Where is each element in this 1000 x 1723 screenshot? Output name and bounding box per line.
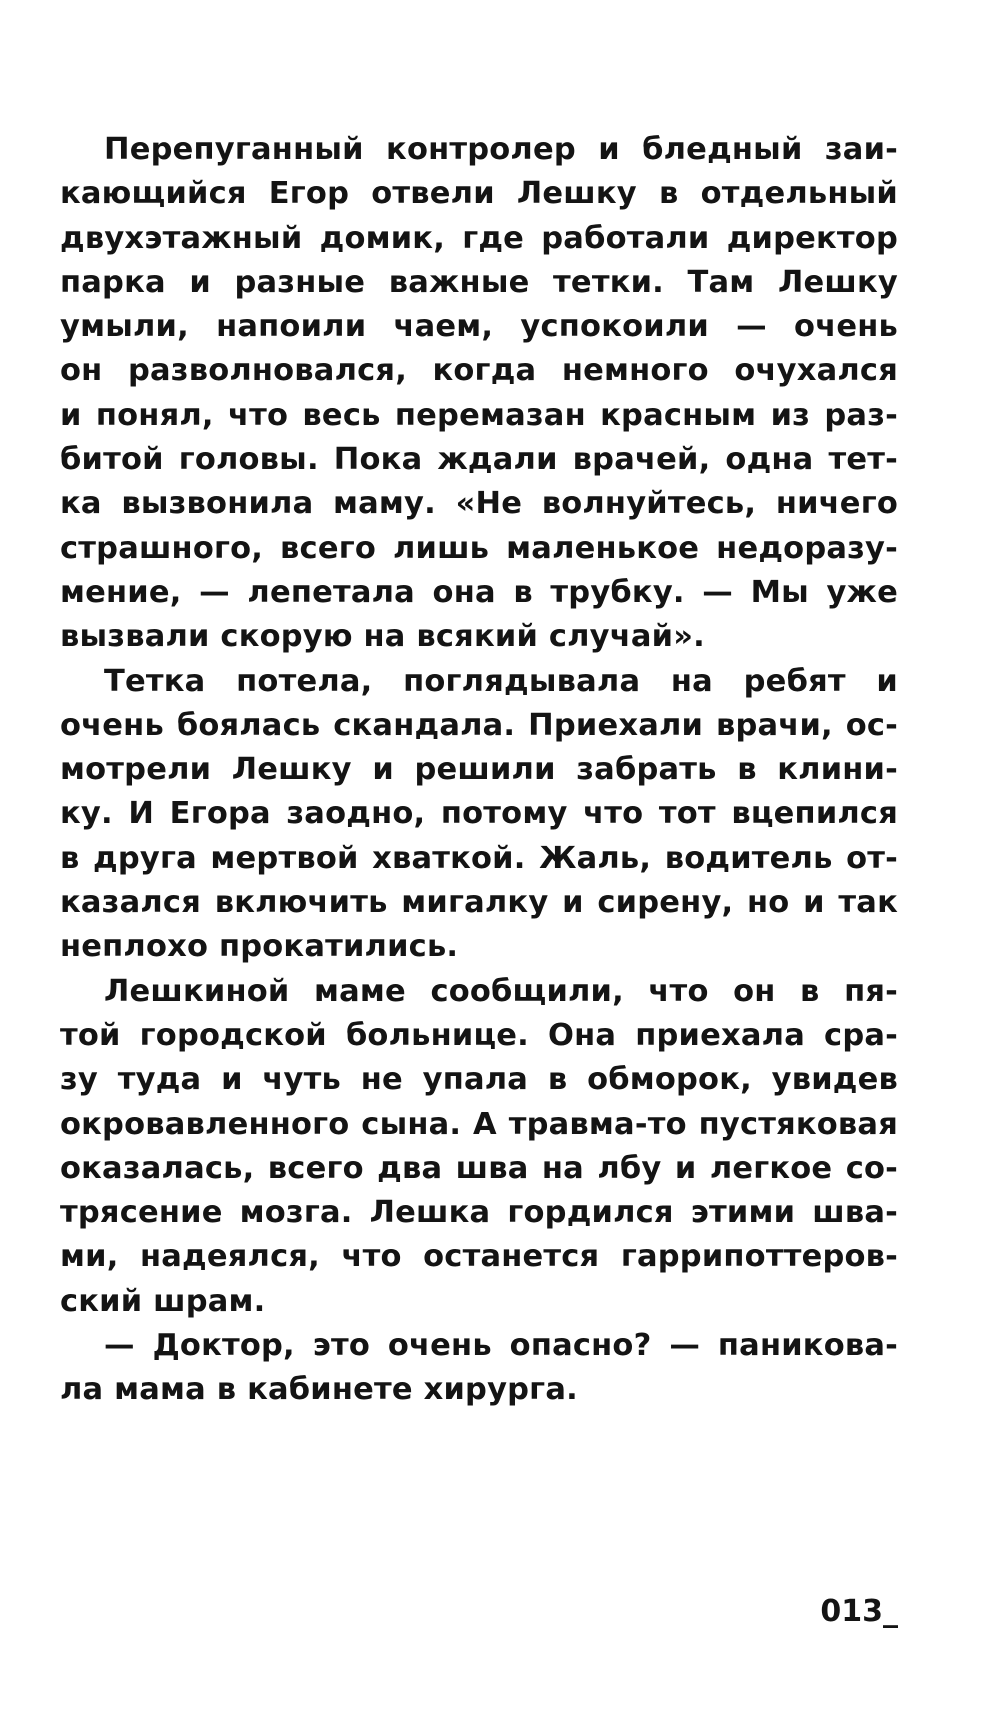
- text-line: ми, надеялся, что останется гаррипоттеров-: [60, 1239, 898, 1275]
- text-line: парка и разные важные тетки. Там Лешку: [60, 264, 898, 300]
- paragraph-1: [60, 128, 898, 660]
- text-line: очень боялась скандала. Приехали врачи, ос-: [60, 707, 898, 743]
- text-line: умыли, напоили чаем, успокоили — очень: [60, 309, 898, 345]
- text-line: — Доктор, это очень опасно? — паникова-: [104, 1328, 898, 1364]
- text-line: он разволновался, когда немного очухался: [60, 353, 898, 389]
- text-line: трясение мозга. Лешка гордился этими шва-: [60, 1195, 898, 1231]
- text-line: зу туда и чуть не упала в обморок, увидев: [60, 1062, 898, 1098]
- text-line: ку. И Егора заодно, потому что тот вцепился: [60, 796, 898, 832]
- text-line: мение, — лепетала она в трубку. — Мы уже: [60, 574, 898, 610]
- text-line: ла мама в кабинете хирурга.: [60, 1372, 578, 1408]
- text-line: ский шрам.: [60, 1283, 266, 1319]
- text-line: окровавленного сына. А травма-то пустяковая: [60, 1106, 898, 1142]
- paragraph-2: [60, 660, 898, 970]
- page-body: [60, 128, 898, 1413]
- text-line: Тетка потела, поглядывала на ребят и: [104, 663, 898, 699]
- text-line: и понял, что весь перемазан красным из раз-: [60, 397, 898, 433]
- paragraph-4: [60, 1324, 898, 1413]
- text-line: кающийся Егор отвели Лешку в отдельный: [60, 176, 898, 212]
- paragraph-3: [60, 970, 898, 1324]
- text-line: неплохо прокатились.: [60, 929, 459, 965]
- text-line: той городской больнице. Она приехала сра-: [60, 1017, 898, 1053]
- text-line: двухэтажный домик, где работали директор: [60, 220, 898, 256]
- text-line: мотрели Лешку и решили забрать в клини-: [60, 752, 898, 788]
- text-line: ка вызвонила маму. «Не волнуйтесь, ничего: [60, 486, 898, 522]
- text-line: битой головы. Пока ждали врачей, одна тет-: [60, 442, 898, 478]
- page-number: 013_: [820, 1594, 898, 1629]
- text-line: страшного, всего лишь маленькое недоразу-: [60, 530, 898, 566]
- text-line: Перепуганный контролер и бледный заи-: [104, 132, 898, 167]
- text-line: Лешкиной маме сообщили, что он в пя-: [104, 973, 898, 1009]
- text-line: в друга мертвой хваткой. Жаль, водитель от-: [60, 840, 898, 876]
- text-line: оказалась, всего два шва на лбу и легкое со-: [60, 1150, 898, 1186]
- text-line: казался включить мигалку и сирену, но и так: [60, 885, 898, 921]
- text-line: вызвали скорую на всякий случай».: [60, 619, 705, 655]
